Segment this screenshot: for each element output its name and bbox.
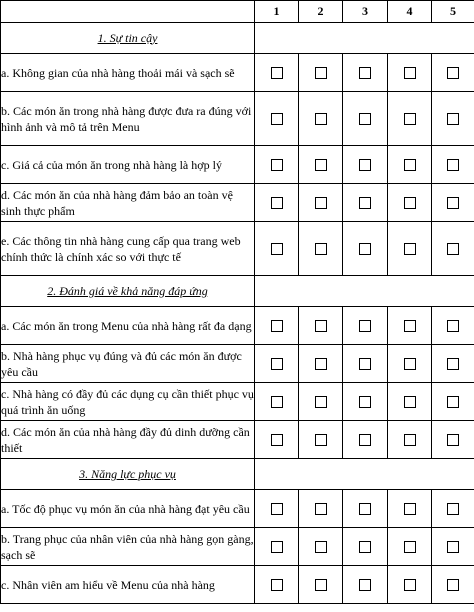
rating-checkbox-5[interactable] [447, 396, 459, 408]
rating-checkbox-5[interactable] [447, 579, 459, 591]
question-row [1, 92, 474, 146]
rating-cell [299, 528, 343, 566]
rating-cell [299, 92, 343, 146]
rating-checkbox-2[interactable] [315, 541, 327, 553]
question-text: b. Trang phục của nhân viên của nhà hàng gọn gàng, sạch sẽ [1, 528, 255, 566]
rating-checkbox-3[interactable] [359, 503, 371, 515]
rating-checkbox-4[interactable] [404, 243, 416, 255]
scale-label-1: 1 [255, 1, 299, 23]
rating-checkbox-5[interactable] [447, 113, 459, 125]
question-row [1, 222, 474, 276]
scale-header-row [1, 1, 474, 23]
rating-cell [388, 566, 432, 604]
rating-checkbox-1[interactable] [271, 320, 283, 332]
section-blank-cell [255, 23, 474, 54]
rating-cell [388, 528, 432, 566]
rating-cell [432, 222, 474, 276]
rating-cell [388, 184, 432, 222]
section-title: 1. Sự tin cậy [97, 30, 158, 45]
question-text: d. Các món ăn của nhà hàng đảm bảo an toàn vệ sinh thực phẩm [1, 184, 255, 222]
section-title: 3. Năng lực phục vụ [79, 466, 176, 481]
rating-checkbox-1[interactable] [271, 358, 283, 370]
question-text: a. Các món ăn trong Menu của nhà hàng rất đa dạng [1, 307, 255, 345]
rating-cell [388, 54, 432, 92]
rating-cell [388, 345, 432, 383]
rating-cell [255, 383, 299, 421]
scale-label-2: 2 [299, 1, 343, 23]
rating-cell [299, 345, 343, 383]
rating-cell [388, 92, 432, 146]
question-row [1, 528, 474, 566]
rating-checkbox-3[interactable] [359, 113, 371, 125]
rating-checkbox-5[interactable] [447, 197, 459, 209]
rating-cell [255, 92, 299, 146]
rating-checkbox-1[interactable] [271, 159, 283, 171]
rating-cell [343, 92, 388, 146]
rating-cell [255, 421, 299, 459]
rating-cell [299, 146, 343, 184]
rating-cell [299, 421, 343, 459]
blank-header-cell [1, 1, 255, 23]
question-text: a. Tốc độ phục vụ món ăn của nhà hàng đạt yêu cầu [1, 490, 255, 528]
rating-cell [388, 222, 432, 276]
question-row [1, 184, 474, 222]
rating-cell [343, 566, 388, 604]
rating-checkbox-1[interactable] [271, 396, 283, 408]
rating-checkbox-5[interactable] [447, 243, 459, 255]
question-row [1, 383, 474, 421]
scale-label-5: 5 [432, 1, 474, 23]
rating-cell [432, 184, 474, 222]
rating-checkbox-3[interactable] [359, 243, 371, 255]
rating-checkbox-4[interactable] [404, 503, 416, 515]
rating-cell [432, 383, 474, 421]
rating-checkbox-1[interactable] [271, 579, 283, 591]
rating-checkbox-1[interactable] [271, 197, 283, 209]
rating-cell [255, 54, 299, 92]
rating-checkbox-4[interactable] [404, 159, 416, 171]
rating-cell [432, 92, 474, 146]
rating-cell [388, 146, 432, 184]
rating-checkbox-5[interactable] [447, 320, 459, 332]
rating-cell [432, 528, 474, 566]
rating-checkbox-4[interactable] [404, 358, 416, 370]
rating-cell [432, 490, 474, 528]
rating-checkbox-3[interactable] [359, 197, 371, 209]
rating-cell [299, 184, 343, 222]
rating-checkbox-2[interactable] [315, 197, 327, 209]
section-title-cell [1, 276, 255, 307]
rating-cell [343, 184, 388, 222]
rating-cell [255, 490, 299, 528]
rating-checkbox-2[interactable] [315, 434, 327, 446]
rating-cell [343, 383, 388, 421]
rating-checkbox-4[interactable] [404, 320, 416, 332]
rating-cell [388, 383, 432, 421]
rating-cell [432, 345, 474, 383]
rating-cell [343, 490, 388, 528]
question-text: b. Nhà hàng phục vụ đúng và đủ các món ăn được yêu cầu [1, 345, 255, 383]
rating-checkbox-3[interactable] [359, 396, 371, 408]
rating-checkbox-2[interactable] [315, 579, 327, 591]
rating-cell [299, 222, 343, 276]
rating-checkbox-4[interactable] [404, 197, 416, 209]
rating-cell [388, 421, 432, 459]
section-title: 2. Đánh giá về khả năng đáp ứng [47, 283, 208, 298]
rating-checkbox-1[interactable] [271, 67, 283, 79]
rating-checkbox-4[interactable] [404, 67, 416, 79]
rating-cell [299, 307, 343, 345]
rating-cell [299, 490, 343, 528]
rating-cell [343, 421, 388, 459]
rating-checkbox-5[interactable] [447, 503, 459, 515]
rating-cell [255, 184, 299, 222]
rating-checkbox-2[interactable] [315, 243, 327, 255]
rating-checkbox-5[interactable] [447, 67, 459, 79]
rating-cell [343, 146, 388, 184]
rating-checkbox-3[interactable] [359, 67, 371, 79]
question-row [1, 566, 474, 604]
rating-cell [299, 54, 343, 92]
section-title-cell [1, 459, 255, 490]
rating-checkbox-3[interactable] [359, 434, 371, 446]
survey-body [1, 23, 474, 604]
rating-checkbox-3[interactable] [359, 541, 371, 553]
rating-checkbox-4[interactable] [404, 396, 416, 408]
rating-cell [255, 528, 299, 566]
rating-checkbox-5[interactable] [447, 358, 459, 370]
section-header-row [1, 23, 474, 54]
rating-cell [343, 222, 388, 276]
rating-checkbox-2[interactable] [315, 358, 327, 370]
question-row [1, 54, 474, 92]
question-row [1, 490, 474, 528]
rating-cell [432, 421, 474, 459]
question-row [1, 421, 474, 459]
question-text: e. Các thông tin nhà hàng cung cấp qua trang web chính thức là chính xác so với thực tế [1, 222, 255, 276]
rating-checkbox-1[interactable] [271, 113, 283, 125]
rating-checkbox-1[interactable] [271, 503, 283, 515]
rating-cell [388, 307, 432, 345]
rating-cell [343, 345, 388, 383]
scale-label-3: 3 [343, 1, 388, 23]
rating-cell [343, 54, 388, 92]
rating-checkbox-3[interactable] [359, 579, 371, 591]
rating-cell [432, 146, 474, 184]
section-title-cell [1, 23, 255, 54]
rating-checkbox-1[interactable] [271, 434, 283, 446]
question-row [1, 307, 474, 345]
rating-checkbox-5[interactable] [447, 541, 459, 553]
question-text: d. Các món ăn của nhà hàng đầy đủ dinh dưỡng cần thiết [1, 421, 255, 459]
rating-checkbox-3[interactable] [359, 320, 371, 332]
section-header-row [1, 459, 474, 490]
rating-cell [343, 528, 388, 566]
rating-checkbox-2[interactable] [315, 67, 327, 79]
rating-checkbox-2[interactable] [315, 113, 327, 125]
rating-cell [388, 490, 432, 528]
rating-cell [299, 566, 343, 604]
rating-checkbox-2[interactable] [315, 396, 327, 408]
rating-cell [343, 307, 388, 345]
question-text: a. Không gian của nhà hàng thoải mái và sạch sẽ [1, 54, 255, 92]
rating-checkbox-4[interactable] [404, 541, 416, 553]
rating-checkbox-2[interactable] [315, 320, 327, 332]
rating-checkbox-5[interactable] [447, 159, 459, 171]
rating-cell [432, 54, 474, 92]
rating-checkbox-4[interactable] [404, 579, 416, 591]
rating-cell [255, 146, 299, 184]
scale-label-4: 4 [388, 1, 432, 23]
rating-cell [432, 566, 474, 604]
rating-checkbox-5[interactable] [447, 434, 459, 446]
rating-cell [255, 222, 299, 276]
rating-cell [255, 307, 299, 345]
question-text: c. Giá cả của món ăn trong nhà hàng là hợp lý [1, 146, 255, 184]
rating-checkbox-2[interactable] [315, 159, 327, 171]
section-blank-cell [255, 276, 474, 307]
section-header-row [1, 276, 474, 307]
section-blank-cell [255, 459, 474, 490]
question-row [1, 146, 474, 184]
rating-checkbox-1[interactable] [271, 541, 283, 553]
rating-checkbox-1[interactable] [271, 243, 283, 255]
question-text: c. Nhà hàng có đầy đủ các dụng cụ cần thiết phục vụ quá trình ăn uống [1, 383, 255, 421]
question-text: b. Các món ăn trong nhà hàng được đưa ra đúng với hình ảnh và mô tả trên Menu [1, 92, 255, 146]
rating-cell [432, 307, 474, 345]
rating-checkbox-3[interactable] [359, 159, 371, 171]
rating-cell [299, 383, 343, 421]
rating-checkbox-4[interactable] [404, 434, 416, 446]
question-text: c. Nhân viên am hiểu về Menu của nhà hàng [1, 566, 255, 604]
rating-checkbox-3[interactable] [359, 358, 371, 370]
rating-checkbox-4[interactable] [404, 113, 416, 125]
rating-cell [255, 345, 299, 383]
rating-checkbox-2[interactable] [315, 503, 327, 515]
rating-cell [255, 566, 299, 604]
question-row [1, 345, 474, 383]
